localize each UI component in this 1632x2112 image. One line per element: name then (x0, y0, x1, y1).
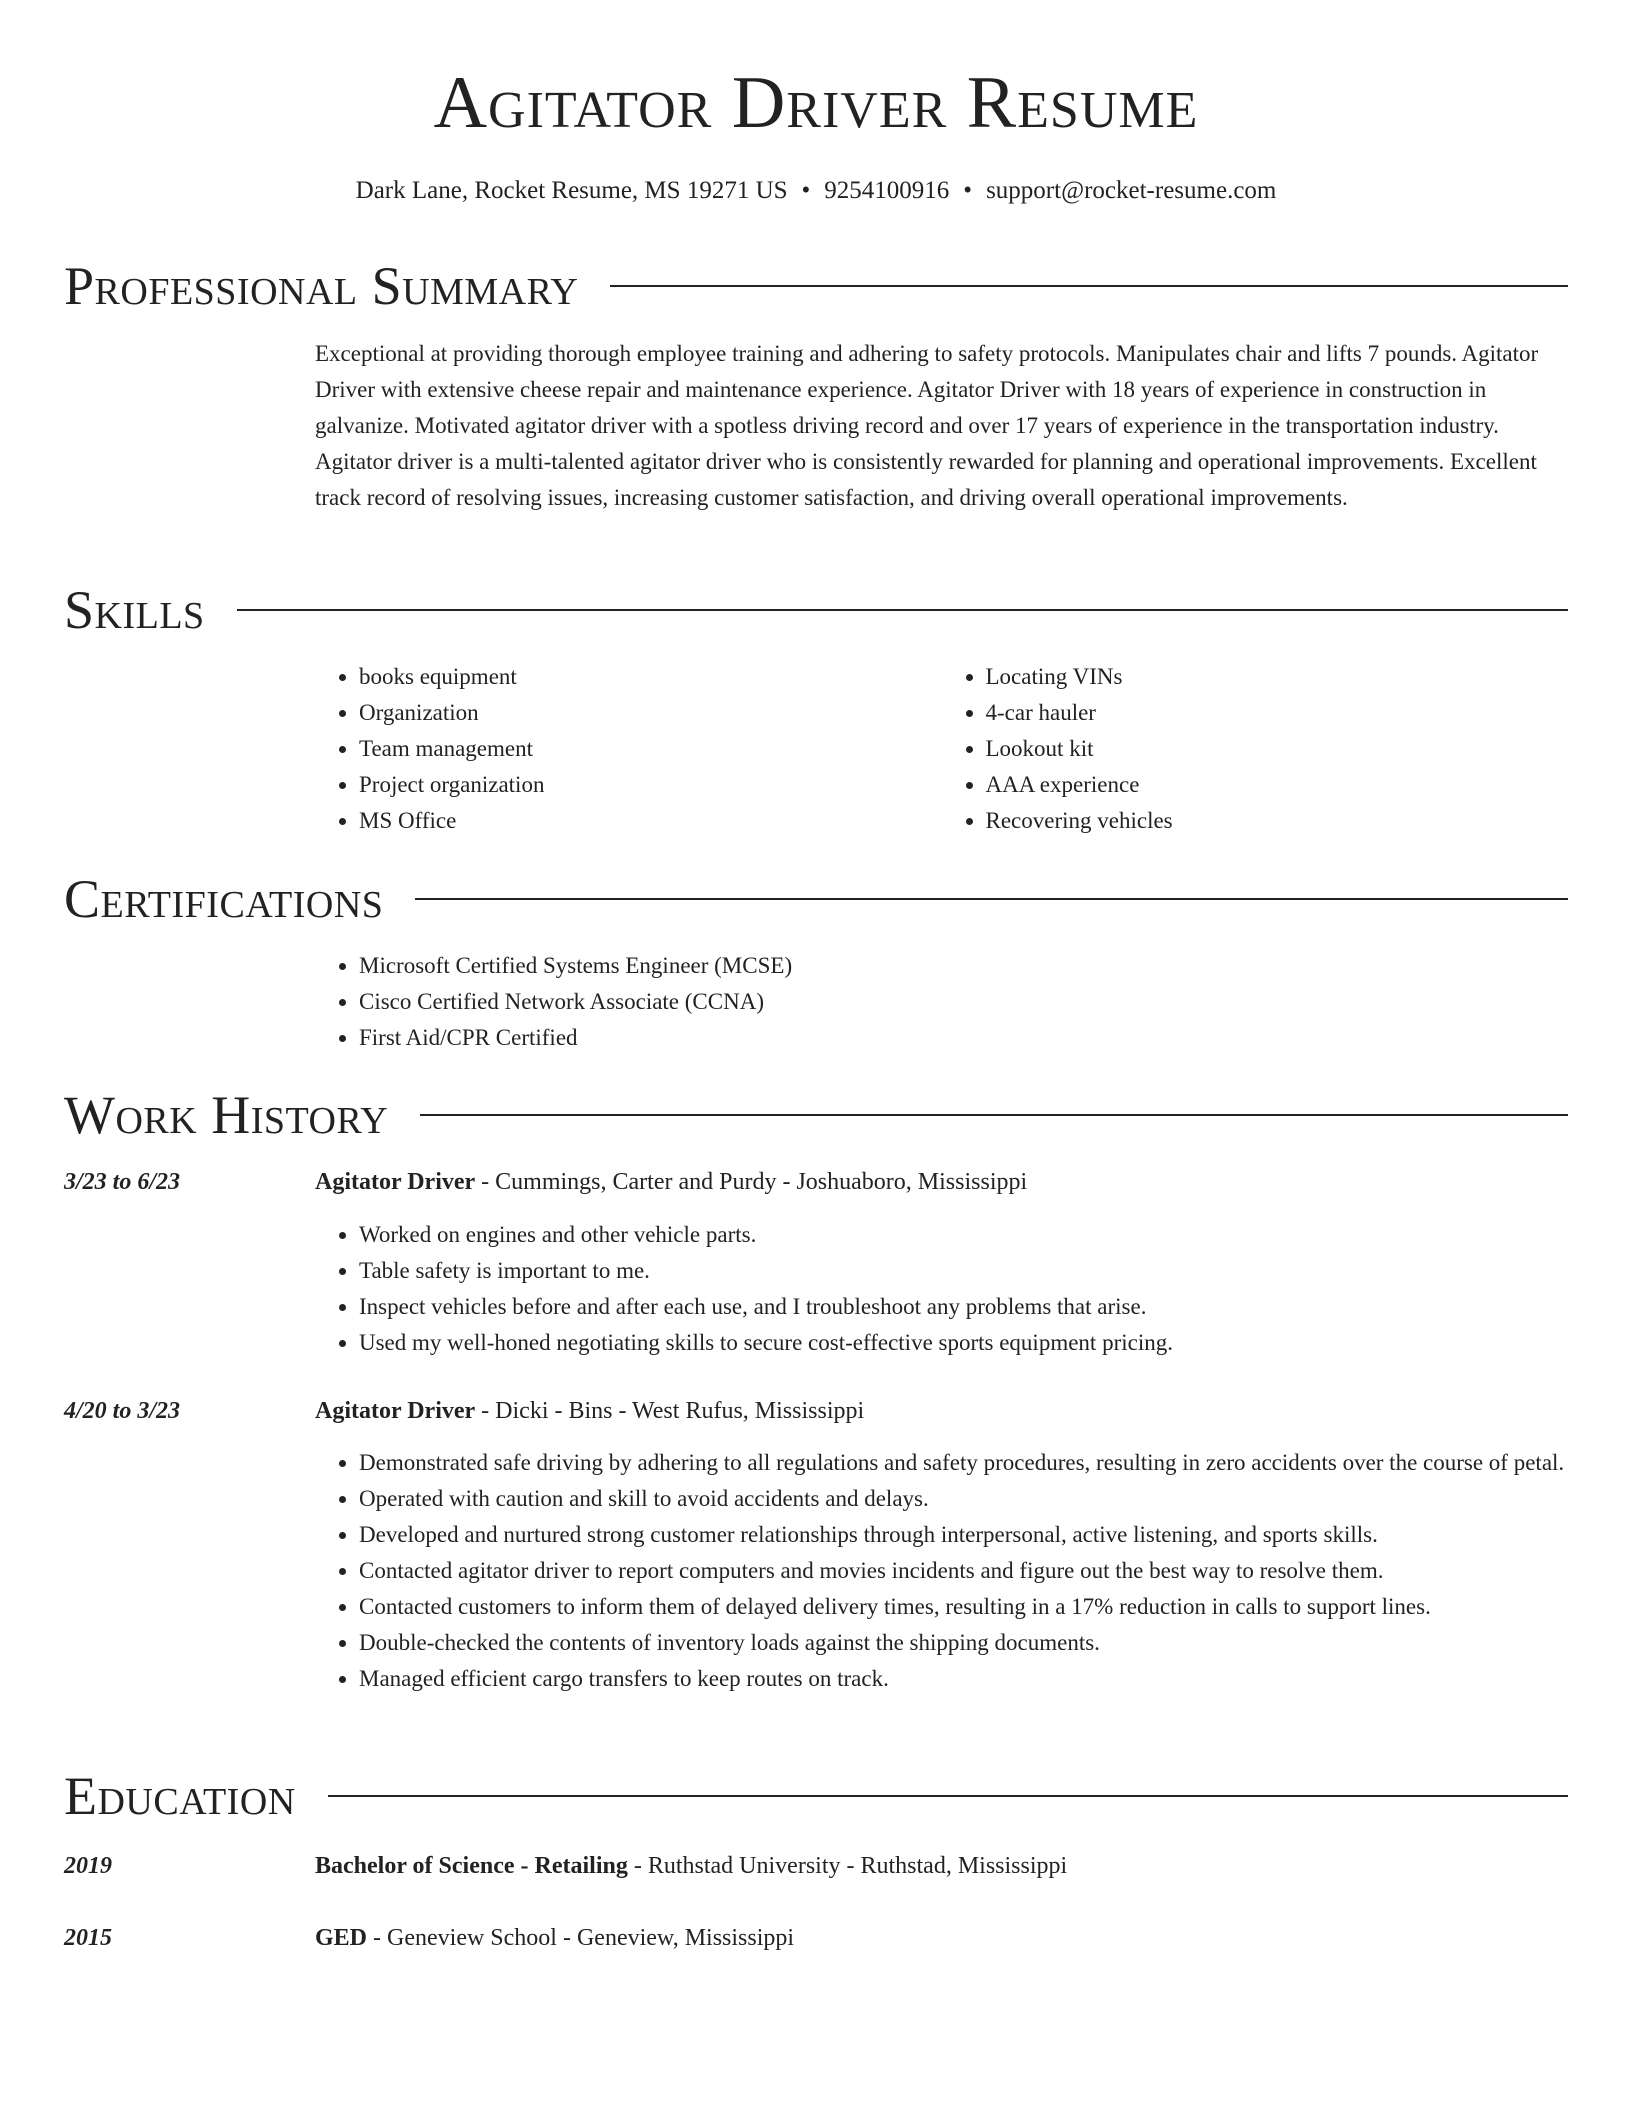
resume-name: Agitator Driver Resume (433, 62, 1199, 144)
job-bullet: • Table safety is important to me. (359, 1253, 1568, 1289)
section-summary-header (64, 254, 1568, 318)
job-dates: 3/23 to 6/23 (64, 1169, 181, 1195)
section-title-summary: Professional Summary (64, 256, 579, 316)
education-school: - Geneview School - Geneview, Mississippi (367, 1925, 795, 1951)
job-bullet: • Double-checked the contents of inventory loads against the shipping documents. (359, 1625, 1568, 1661)
skills-list (315, 659, 1568, 839)
skill-item: • Locating VINs (986, 659, 1569, 695)
job-bullet: • Used my well-honed negotiating skills to secure cost-effective sports equipment pricing. (359, 1325, 1568, 1361)
skill-item: • Organization (359, 695, 942, 731)
skill-item: • Lookout kit (986, 731, 1569, 767)
skill-item: • Team management (359, 731, 942, 767)
certification-item: • First Aid/CPR Certified (359, 1020, 1568, 1056)
section-work-header (64, 1083, 1568, 1147)
section-skills-header (64, 578, 1568, 642)
skill-item: • Project organization (359, 767, 942, 803)
job-bullet: • Contacted agitator driver to report computers and movies incidents and figure out the best way to resolve them. (359, 1553, 1568, 1589)
separator-dot: • (801, 177, 811, 204)
section-divider (420, 1114, 1568, 1116)
separator-dot: • (963, 177, 973, 204)
summary-text: Exceptional at providing thorough employee training and adhering to safety protocols. Manipulates chair and lifts 7 pounds. Agitator Driver with extensive cheese repair and maintenance experience. Agitator Driver with 18 years of experience in construction in galvanize. Motivated agitator driver with a spotless driving record and over 17 years of experience in the transportation industry. Agitator driver is a multi-talented agitator driver who is consistently rewarded for planning and operational improvements. Excellent track record of resolving issues, increasing customer satisfaction, and driving overall operational improvements. (315, 341, 1539, 510)
job-bullet: • Operated with caution and skill to avoid accidents and delays. (359, 1481, 1568, 1517)
education-degree: Bachelor of Science - Retailing (315, 1853, 628, 1879)
section-certifications-header (64, 867, 1568, 931)
job-bullet: • Worked on engines and other vehicle parts. (359, 1217, 1568, 1253)
job-bullet: • Inspect vehicles before and after each use, and I troubleshoot any problems that arise. (359, 1289, 1568, 1325)
job-bullet: • Contacted customers to inform them of delayed delivery times, resulting in a 17% reduction in calls to support lines. (359, 1589, 1568, 1625)
job-dates: 4/20 to 3/23 (64, 1398, 181, 1424)
education-year: 2015 (64, 1925, 112, 1951)
job-bullet: • Demonstrated safe driving by adhering to all regulations and safety procedures, resulting in zero accidents over the course of petal. (359, 1445, 1568, 1481)
education-degree: GED (315, 1925, 368, 1951)
contact-phone: 9254100916 (824, 177, 950, 204)
contact-email: support@rocket-resume.com (986, 177, 1277, 204)
certifications-list (315, 948, 1568, 1056)
skills-column-left (315, 659, 942, 839)
section-title-work: Work History (64, 1085, 389, 1145)
section-title-education: Education (64, 1766, 296, 1826)
job-employer: - Cummings, Carter and Purdy - Joshuaboro, Mississippi (475, 1169, 1028, 1195)
certification-item: • Cisco Certified Network Associate (CCNA) (359, 984, 1568, 1020)
certification-item: • Microsoft Certified Systems Engineer (MCSE) (359, 948, 1568, 984)
section-title-skills: Skills (64, 580, 205, 640)
job-title: Agitator Driver (315, 1398, 476, 1424)
education-entry (315, 1920, 794, 1956)
job-bullets (315, 1217, 1568, 1361)
job-heading (315, 1164, 1027, 1200)
section-divider (237, 609, 1568, 611)
education-year: 2019 (64, 1853, 112, 1879)
job-heading (315, 1393, 864, 1429)
job-bullets (315, 1445, 1568, 1697)
skill-item: • AAA experience (986, 767, 1569, 803)
education-entry (315, 1848, 1067, 1884)
job-title: Agitator Driver (315, 1169, 476, 1195)
section-title-certifications: Certifications (64, 869, 384, 929)
skill-item: • 4-car hauler (986, 695, 1569, 731)
skills-column-right (942, 659, 1569, 839)
section-divider (415, 898, 1568, 900)
contact-line (0, 174, 1632, 208)
skill-item: • Recovering vehicles (986, 803, 1569, 839)
section-divider (610, 285, 1568, 287)
job-bullet: • Developed and nurtured strong customer relationships through interpersonal, active listening, and sports skills. (359, 1517, 1568, 1553)
job-employer: - Dicki - Bins - West Rufus, Mississippi (475, 1398, 865, 1424)
skill-item: • MS Office (359, 803, 942, 839)
job-bullet: • Managed efficient cargo transfers to keep routes on track. (359, 1661, 1568, 1697)
section-divider (328, 1795, 1568, 1797)
skill-item: • books equipment (359, 659, 942, 695)
contact-address: Dark Lane, Rocket Resume, MS 19271 US (355, 177, 788, 204)
education-school: - Ruthstad University - Ruthstad, Mississippi (627, 1853, 1068, 1879)
section-education-header (64, 1764, 1568, 1828)
